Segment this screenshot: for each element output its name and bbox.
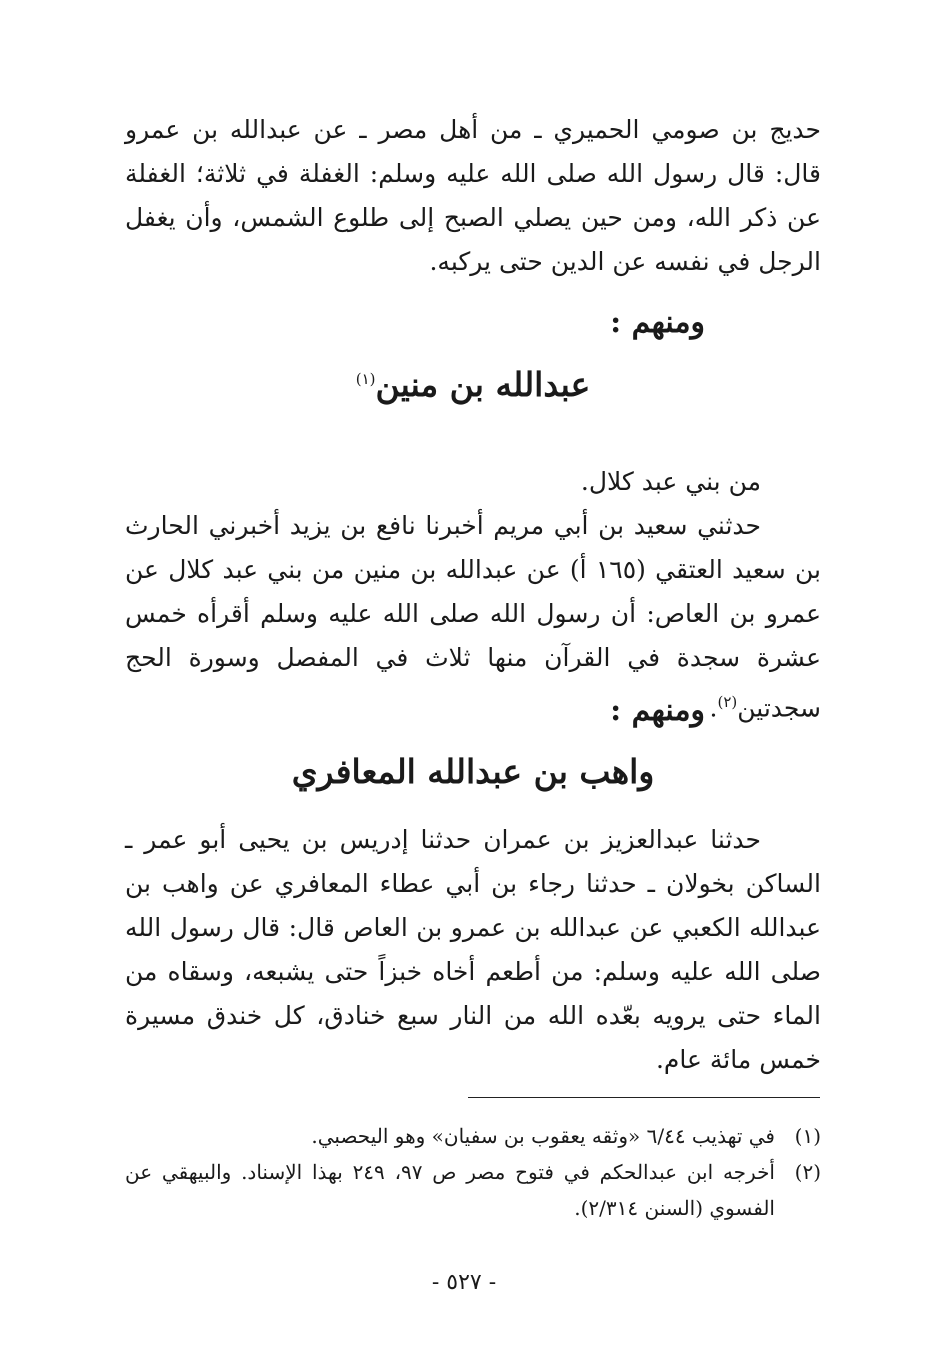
- footnote-divider: [468, 1097, 820, 1098]
- section-2-text: [125, 818, 821, 1082]
- footnote-ref-2: (٢): [717, 693, 738, 711]
- narrator-heading-1: [125, 365, 821, 404]
- opening-paragraph-block: [125, 108, 821, 284]
- footnote-number: (٢): [794, 1160, 821, 1184]
- section-label-1: ومنهم :: [610, 305, 705, 340]
- hadith-text-1: حدثني سعيد بن أبي مريم أخبرنا نافع بن يزيد أخبرني الحارث بن سعيد العتقي (١٦٥ أ) عن عبدالله بن منين من بني عبد كلال عن عمرو بن العاص: أن رسول الله صلى الله عليه وسلم أقرأه خمس عشرة سجدة في القرآن منها ثلاث في المفصل وسورة الحج سجدتين: [125, 511, 821, 723]
- opening-paragraph: حديج بن صومي الحميري ـ من أهل مصر ـ عن عبدالله بن عمرو قال: قال رسول الله صلى الله عليه وسلم: الغفلة في ثلاثة؛ الغفلة عن ذكر الله، ومن حين يصلي الصبح إلى طلوع الشمس، وأن يغفل الرجل في نفسه عن الدين حتى يركبه.: [125, 115, 822, 276]
- hadith-paragraph-2: حدثنا عبدالعزيز بن عمران حدثنا إدريس بن يحيى أبو عمر ـ الساكن بخولان ـ حدثنا رجاء بن أبي عطاء المعافري عن واهب بن عبدالله الكعبي عن عبدالله بن عمرو بن العاص قال: قال رسول الله صلى الله عليه وسلم: من أطعم أخاه خبزاً حتى يشبعه، وسقاه من الماء حتى يرويه بعّده الله من النار سبع خنادق، كل خندق مسيرة خمس مائة عام.: [125, 825, 821, 1074]
- section-label-2: ومنهم :: [610, 693, 705, 728]
- footnote-number: (١): [794, 1124, 821, 1148]
- footnote-text: أخرجه ابن عبدالحكم في فتوح مصر ص ٩٧، ٢٤٩ بهذا الإسناد. والبيهقي عن الفسوي (السنن ٢/٣١٤).: [125, 1160, 775, 1220]
- section-1-text: [125, 460, 821, 730]
- tribe-line: من بني عبد كلال.: [580, 467, 761, 496]
- hadith-end-1: .: [709, 693, 718, 723]
- footnotes: [125, 1118, 821, 1226]
- hadith-paragraph-1: [125, 504, 821, 730]
- narrator-heading-2: واهب بن عبدالله المعافري: [291, 752, 655, 791]
- narrator-name-1: عبدالله بن منين: [375, 365, 591, 404]
- page-number: - ٥٢٧ -: [431, 1270, 497, 1295]
- footnote-2: [125, 1154, 821, 1226]
- footnote-1: [125, 1118, 821, 1154]
- footnote-ref-1: (١): [355, 370, 376, 388]
- footnote-text: في تهذيب ٦/٤٤ «وثقه يعقوب بن سفيان» وهو اليحصبي.: [311, 1124, 775, 1148]
